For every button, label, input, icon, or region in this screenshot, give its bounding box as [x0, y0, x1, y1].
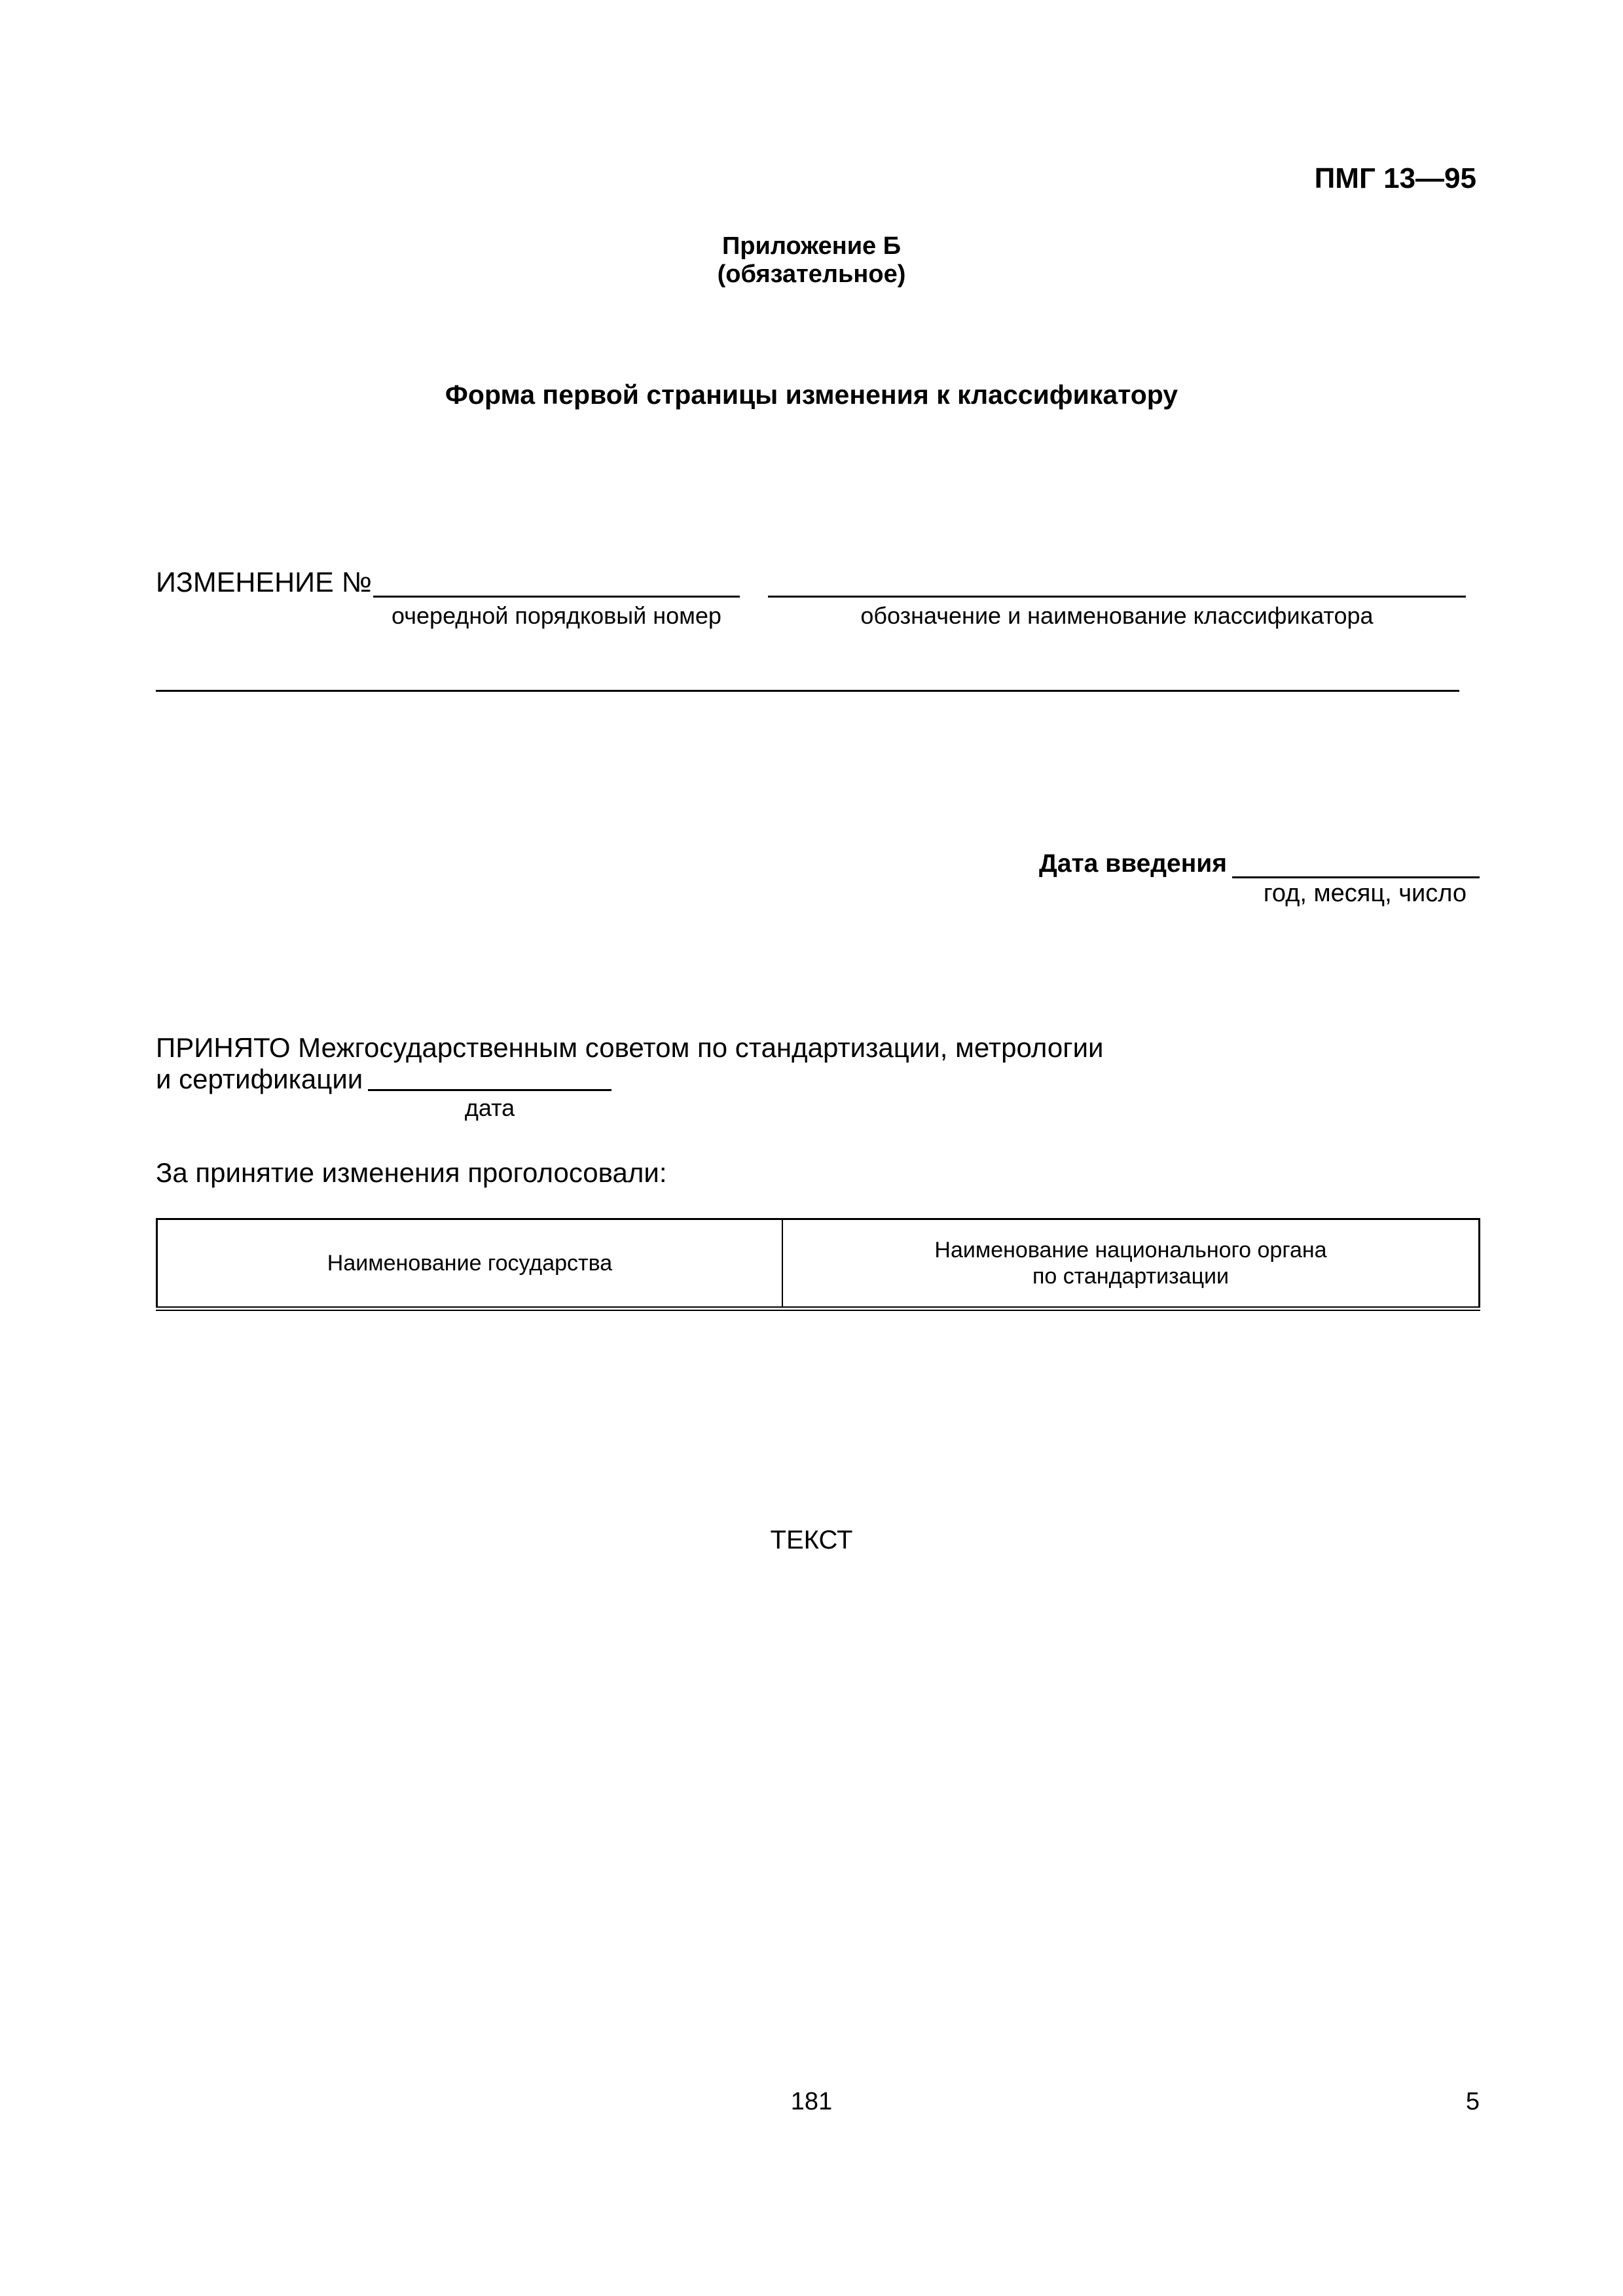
document-code: ПМГ 13—95 [1314, 162, 1476, 194]
acceptance-date-field-line [368, 1089, 611, 1091]
voting-label: За принятие изменения проголосовали: [156, 1157, 667, 1188]
acceptance-text-line1: ПРИНЯТО Межгосударственным советом по стандартизации, метрологии [156, 1032, 1104, 1063]
sheet-number: 5 [1465, 2088, 1480, 2115]
column-header-standards-body-text: Наименование национального органа по стандартизации [934, 1238, 1327, 1289]
introduction-date-label: Дата введения [1039, 850, 1227, 878]
acceptance-text-line2: и сертификации [156, 1064, 363, 1094]
text-placeholder: ТЕКСТ [770, 1526, 853, 1554]
voting-table-header-row [157, 1219, 1480, 1309]
annex-status: (обязательное) [717, 260, 906, 288]
change-number-field-line [373, 596, 740, 598]
introduction-date-caption: год, месяц, число [1263, 880, 1467, 907]
classifier-field-line [768, 596, 1466, 598]
form-title: Форма первой страницы изменения к классификатору [445, 380, 1178, 410]
page-number: 181 [790, 2088, 833, 2115]
acceptance-date-caption: дата [464, 1094, 515, 1121]
introduction-date-field-line [1232, 876, 1480, 878]
classifier-caption: обозначение и наименование классификатора [860, 602, 1374, 629]
column-header-state: Наименование государства [157, 1219, 783, 1309]
annex-title: Приложение Б [721, 232, 902, 260]
column-header-standards-body [782, 1219, 1480, 1309]
change-number-caption: очередной порядковый номер [392, 602, 721, 629]
change-number-label: ИЗМЕНЕНИЕ № [156, 567, 372, 598]
classifier-continuation-line [156, 690, 1459, 692]
voting-table [156, 1218, 1480, 1311]
